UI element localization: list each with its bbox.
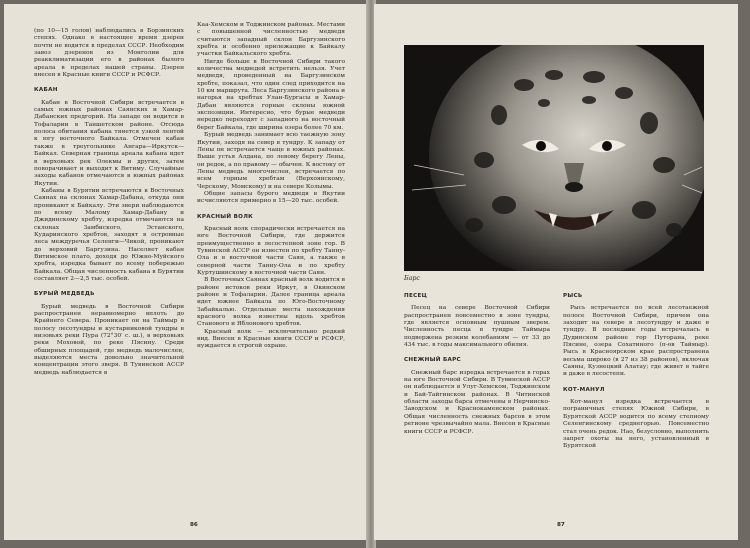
left-page <box>4 4 368 540</box>
paragraph: Нигде больше в Восточной Сибири такого количества медведей встретить нельзя. Учет медведя, проведенный на Баргузинском хребте, показал, что один след приходится на 10 км маршрута. Леса Баргузинского района и нагорья на хребтах Улан-Бургасы и Хамар-Дабан являются горные склоны южной экспозиции. Интересно, что бурые медведи нередко переходят с западного на восточный берег Байкала, где ширина озера более 70 км. <box>197 58 345 131</box>
page-number-left: 86 <box>190 522 198 528</box>
paragraph: Кот-манул изредка встречается в пограничных степях Южной Сибири, в Бурятской АССР водится по всему степному Селенгинскому среднегорью. Повсеместно стал очень редок. Нао, безусловно, выполнить запрет охоты на него, установленный в Бурятской <box>563 399 709 450</box>
paragraph: В Восточных Саянах красный волк водится в районе истоков реки Иркут, в Окинском районе и Тофаларии. Далее граница ареала идет южнее Байкала по Юго-Восточному Забайкалью. Отдельные места нахождения красного волка известны вдоль хребтов Станового и Яблонового хребтов. <box>197 277 345 328</box>
section-heading: СНЕЖНЫЙ БАРС <box>404 357 461 364</box>
paragraph: Красный волк спорадически встречается на юге Восточной Сибири, где держится преимущественно в лесостепной зоне гор. В Тувинской АССР он известен по хребту Танну-Ола и в восточной части Саян, а также в северной части Танну-Ола и по хребту Куртушинскому в восточной части Саян. <box>197 225 345 276</box>
paragraph: (по 10—15 голов) наблюдались в Борзинских степях. Однако в настоящее время дзерен почти не водится в пределах СССР. Необходим завоз дзеренов из Монголии для реакклиматизации его в районах былого ареала в пределах нашей страны. Дзерен внесен в Красные книги СССР и РСФСР. <box>34 28 184 79</box>
paragraph: Рысь встречается по всей лесотаежной полосе Восточной Сибири, причем она заходит на севере в лесотундру и даже в тундру. В последние годы встречалась в Дудинском районе гор Путорана, реке Пясине, озера Сохатиного (п-ов Таймыр). Рысь в Красноярском крае распространена весьма широко (в 27 из 38 районов), включая Саяны, Кузнецкий Алатау; где живет в тайге и даже в лесостепи. <box>563 305 709 378</box>
section-heading: КОТ-МАНУЛ <box>563 386 605 393</box>
photo-caption: Барс <box>404 275 420 282</box>
paragraph: Бурый медведь в Восточной Сибири распространен неравномерно вплоть до Крайнего Севера. Проникает он на Таймыр в полосу лесотундры и кустарниковой тундры в низовьях реки Пура (72°30′ с. ш.), в верховьях реки Моховой, по реке Пясину. Среди обширных площадей, где медведь малочислен, выделяются места довольно значительной концентрации этого зверя. В Тувинской АССР медведь наблюдается в <box>34 303 184 376</box>
paragraph: Кабан в Восточной Сибири встречается в самых южных районах Саянских и Хамар-Дабанских предгорий. На западе он водится в Тофаларии в Таншетском районе. Отсюда полоса обитания кабана тянется узкой лентой к югу восточного Байкала. Отмечен кабан также в треугольнике Ангара—Иркутск—Байкал. Северная граница ареала кабана идет в верховьях рек Олекмы и других, затем поворачивает и выходит к Витиму. Случайные заходы кабанов отмечаются в южных районах Якутии. <box>34 99 184 187</box>
section-heading: БУРЫЙ МЕДВЕДЬ <box>34 291 95 298</box>
paragraph: Общие запасы бурого медведя в Якутии исчисляются примерно в 15—20 тыс. особей. <box>197 190 345 205</box>
paragraph: Красный волк — исключительно редкий вид. Внесен в Красные книги СССР и РСФСР, нуждается в строгой охране. <box>197 328 345 350</box>
right-column-2 <box>563 290 709 451</box>
paragraph: Кабаны в Бурятии встречаются в Восточных Саянах на склонах Хамар-Дабана, откуда они проникают к Байкалу. Эти звери наблюдаются по всему Малому Хамар-Дабану и Джидинскому хребту, изредка отмечаются на склонах Замбиского, Эстанского, Кударинского хребтов, заходят в островные леса междуречья Селенги—Чикой, проникают до верховий Баргузина. Населяет кабан Витимское плато, доходя до Южно-Муйского хребта, изредка бывает по всему побережью Байкала. Общая численность кабана в Бурятии составляет 2—2,5 тыс. особей. <box>34 187 184 282</box>
left-column-1 <box>34 28 184 377</box>
section-heading: КАБАН <box>34 87 58 94</box>
page-number-right: 87 <box>557 522 565 528</box>
section-heading: ПЕСЕЦ <box>404 293 428 299</box>
paragraph: Снежный барс изредка встречается в горах на юге Восточной Сибири. В Тувинской АССР он наблюдается в Улуг-Хемском, Тоджинском и Бай-Тайгинском районах. В Читинской области заходы барса отмечены в Нерчинско-Заводском и Краснокаменском районах. Общая численность снежных барсов в этом регионе чрезвычайно мала. Внесен в Красные книги СССР и РСФСР. <box>404 369 550 435</box>
left-column-2 <box>197 22 345 351</box>
right-page <box>374 4 738 540</box>
right-column-1 <box>404 290 550 436</box>
snow-leopard-photo <box>404 45 704 271</box>
snow-leopard-illustration <box>404 45 704 271</box>
paragraph: Песец на севере Восточной Сибири распространен повсеместно в зоне тундры, где является основным пушным зверем. Численность песца в тундре Таймыра подвержена резким колебаниям — от 33 до 434 тыс. в годы максимального обилия. <box>404 305 550 349</box>
section-heading: КРАСНЫЙ ВОЛК <box>197 213 254 220</box>
paragraph: Бурый медведь занимает всю таежную зону Якутии, заходя на север в тундру. К западу от Лены он встречается чаще в южных районах. Выше устья Алдана, по левому берегу Лены, он редок, а по правому — обычен. К востоку от Лены медведь многочислен, встречается по всем горным хребтам (Верхоянскому, Черскому, Момскому) и на севере Колымы. <box>197 132 345 190</box>
section-heading: РЫСЬ <box>563 293 583 299</box>
paragraph: Каа-Хемском и Тоджинском районах. Местами с повышенной численностью медведя считаются западный склон Баргузинского хребта и особенно прилежащие к Байкалу участки Байкальского хребта. <box>197 22 345 58</box>
